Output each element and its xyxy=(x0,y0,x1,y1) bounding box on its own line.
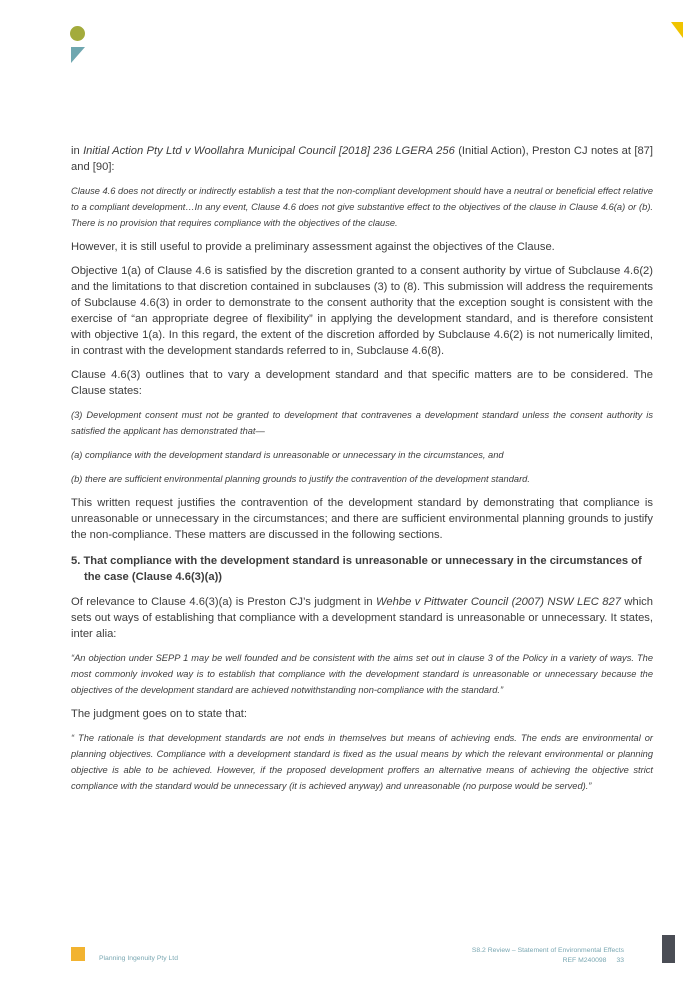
wehbe-pre: Of relevance to Clause 4.6(3)(a) is Preston CJ’s judgment in xyxy=(71,596,377,608)
quote-initial-action: Clause 4.6 does not directly or indirectly establish a test that the non-compliant development should have a neutral or beneficial effect relative to a compliant development…In any event, Clause 4.6 does not give substantive effect to the objectives of the clause in Clause 4.6(a) or (b). There is no provision that requires compliance with the objectives of the clause. xyxy=(71,186,653,228)
quote-subclause-b: (b) there are sufficient environmental planning grounds to justify the contravention of the development standard. xyxy=(71,474,530,484)
footer-company: Planning Ingenuity Pty Ltd xyxy=(99,955,178,962)
corner-tab-marker xyxy=(671,22,683,38)
footer-side-bar xyxy=(662,935,675,963)
footer-logo-square xyxy=(71,947,85,961)
paragraph-objective: Objective 1(a) of Clause 4.6 is satisfied by the discretion granted to a consent authority by virtue of Subclause 4.6(2) and the limitations to that discretion contained in subclauses (3) to (8). This submission will address the requirements of Subclause 4.6(3) in order to demonstrate to the consent authority that the exception sought is consistent with the exercise of “an appropriate degree of flexibility” in applying the development standard, and is therefore consistent with objective 1(a). In this regard, the extent of the discretion afforded by Subclause 4.6(2) is not numerically limited, in contrast with the development standards referred to in, Subclause 4.6(8). xyxy=(71,265,653,357)
footer-ref: REF M240098 xyxy=(562,957,607,964)
quote-sepp1: “An objection under SEPP 1 may be well founded and be consistent with the aims set out in clause 3 of the Policy in a variety of ways. The most commonly invoked way is to establish that compliance with the development standard is unreasonable or unnecessary because the objectives of the development standard are achieved notwithstanding non-compliance with the standard.” xyxy=(71,653,653,695)
logo-triangle xyxy=(71,47,85,63)
paragraph-preliminary: However, it is still useful to provide a preliminary assessment against the objectives of the Clause. xyxy=(71,241,555,253)
paragraph-justification: This written request justifies the contravention of the development standard by demonstrating that compliance is unreasonable or unnecessary in the circumstances; and there are sufficient environmental planning grounds to justify the non-compliance. These matters are discussed in the following sections. xyxy=(71,497,653,541)
paragraph-clause-46-3: Clause 4.6(3) outlines that to vary a development standard and that specific matters are to be considered. The Clause states: xyxy=(71,369,653,397)
page-number: 33 xyxy=(616,957,624,964)
footer-ref-line xyxy=(472,956,624,966)
quote-rationale: “ The rationale is that development standards are not ends in themselves but means of achieving ends. The ends are environmental or planning objectives. Compliance with a development standard is fixed as the usual means by which the relevant environmental or planning objective is able to be achieved. However, if the proposed development proffers an alternative means of achieving the objective strict compliance with the standard would be unnecessary (it is achieved anyway) and unreasonable (no purpose would be served).” xyxy=(71,733,653,791)
document-body xyxy=(71,143,653,802)
section-heading: 5. That compliance with the development standard is unreasonable or unnecessary in the circumstances of the case (Clause 4.6(3)(a)) xyxy=(71,555,642,583)
intro-post: (Initial Action), Preston CJ notes at [87] and [90]: xyxy=(71,145,653,173)
quote-subclause-a: (a) compliance with the development standard is unreasonable or unnecessary in the circumstances, and xyxy=(71,450,504,460)
intro-paragraph xyxy=(71,143,653,175)
wehbe-case-citation: Wehbe v Pittwater Council (2007) NSW LEC 827 xyxy=(376,596,621,608)
intro-case-citation: Initial Action Pty Ltd v Woollahra Municipal Council [2018] 236 LGERA 256 xyxy=(83,145,455,157)
paragraph-wehbe xyxy=(71,594,653,642)
paragraph-judgment: The judgment goes on to state that: xyxy=(71,708,248,720)
intro-pre: in xyxy=(71,145,84,157)
wehbe-post: which sets out ways of establishing that compliance with a development standard is unreasonable or unnecessary. It states, inter alia: xyxy=(71,596,653,640)
footer-document-info xyxy=(472,946,624,966)
logo-circle xyxy=(70,26,85,41)
footer-doc-title: S8.2 Review – Statement of Environmental Effects xyxy=(471,947,624,954)
quote-clause-3: (3) Development consent must not be granted to development that contravenes a development standard unless the consent authority is satisfied the applicant has demonstrated that— xyxy=(71,410,653,436)
